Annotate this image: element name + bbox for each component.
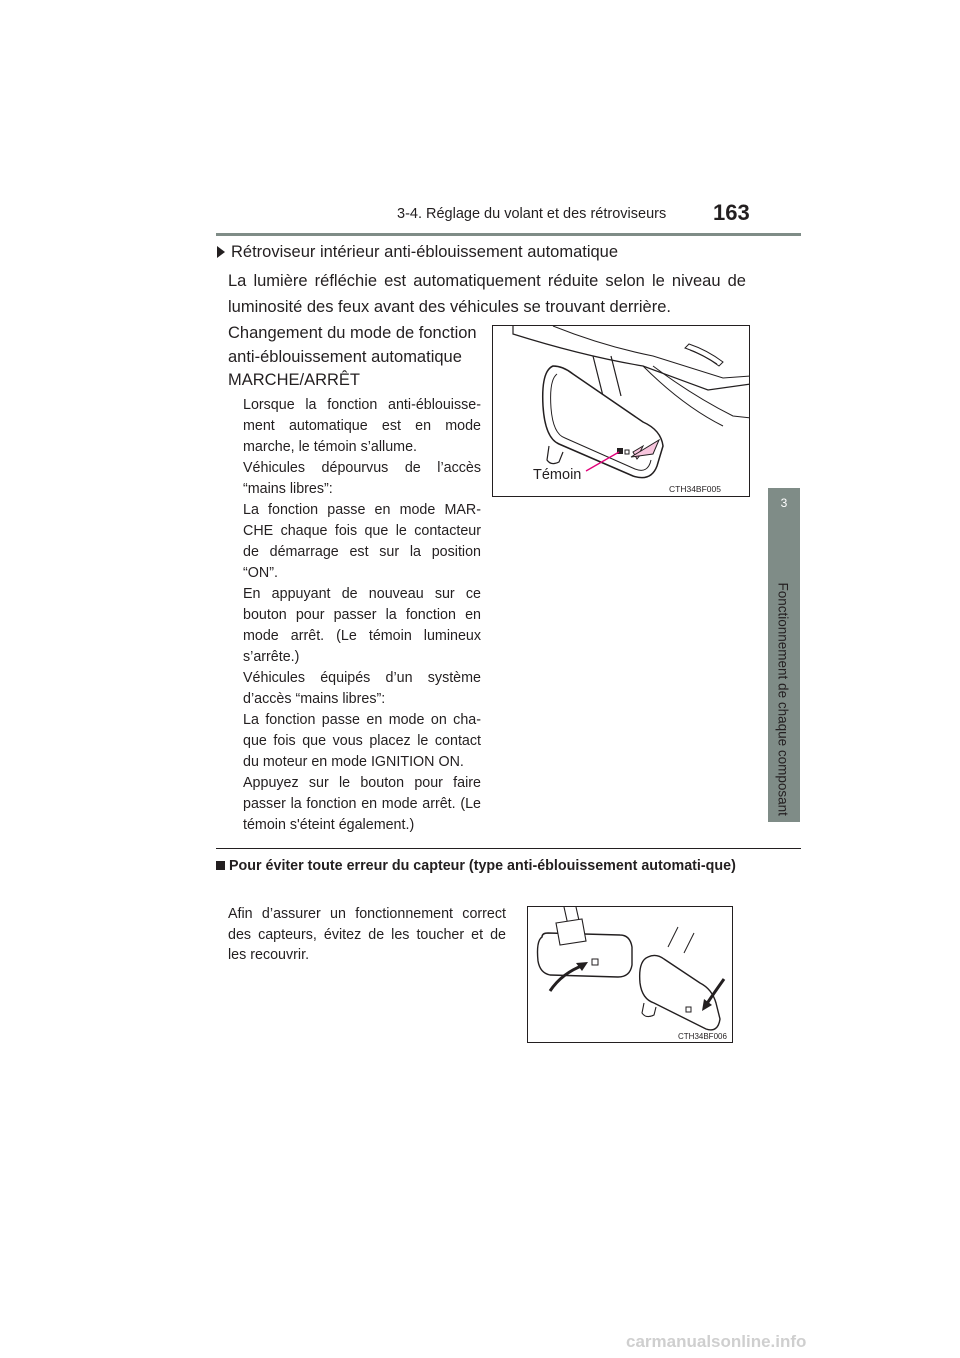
sensor-figure [527, 906, 733, 1043]
details-column [243, 395, 481, 836]
bullet-title: Rétroviseur intérieur anti-éblouissement automatique [231, 243, 619, 261]
running-header-section: 3-4. Réglage du volant et des rétroviseurs [397, 206, 667, 222]
header-rule [216, 233, 801, 236]
detail-text: La fonction passe en mode MAR-CHE chaque fois que le contacteur de démarrage est sur la position “ON”. [243, 502, 481, 581]
page-number: 163 [713, 200, 750, 225]
mirror-illustration [493, 326, 750, 497]
bullet-title-row [217, 243, 618, 262]
sensor-paragraph: Afin d’assurer un fonctionnement correct des capteurs, évitez de les toucher et de les recouvrir. [228, 906, 506, 963]
chapter-tab-label: Fonctionnement de chaque composant [775, 582, 791, 816]
section-heading [216, 856, 746, 877]
sensor-illustration [528, 907, 733, 1043]
chapter-tab-number: 3 [780, 496, 788, 510]
figure-code: CTH34BF006 [678, 1032, 727, 1041]
mirror-indicator-figure [492, 325, 750, 497]
detail-text: Lorsque la fonction anti-éblouisse-ment automatique est en mode marche, le témoin s’allume. [243, 397, 481, 455]
detail-text: Véhicules équipés d’un système d’accès “mains libres”: [243, 670, 481, 707]
section-rule [216, 848, 801, 849]
indicator-label: Témoin [533, 467, 582, 483]
square-bullet-icon [216, 861, 225, 870]
detail-text: En appuyant de nouveau sur ce bouton pour passer la fonction en mode arrêt. (Le témoin lumineux s’arrête.) [243, 586, 481, 665]
detail-text: Véhicules dépourvus de l’accès “mains libres”: [243, 460, 481, 497]
detail-text: La fonction passe en mode on cha-que fois que vous placez le contact du moteur en mode IGNITION ON. [243, 712, 481, 770]
figure-code: CTH34BF005 [669, 484, 721, 494]
detail-text: Appuyez sur le bouton pour faire passer la fonction en mode arrêt. (Le témoin s'éteint également.) [243, 775, 481, 833]
triangle-bullet-icon [217, 246, 225, 258]
mode-change-paragraph: Changement du mode de fonction anti-éblouissement automatique MARCHE/ARRÊT [228, 324, 477, 389]
section-heading-text: Pour éviter toute erreur du capteur (type anti-éblouissement automati-que) [229, 858, 736, 874]
intro-paragraph: La lumière réfléchie est automatiquement réduite selon le niveau de luminosité des feux avant des véhicules se trouvant derrière. [228, 272, 746, 316]
watermark: carmanualsonline.info [626, 1332, 807, 1351]
